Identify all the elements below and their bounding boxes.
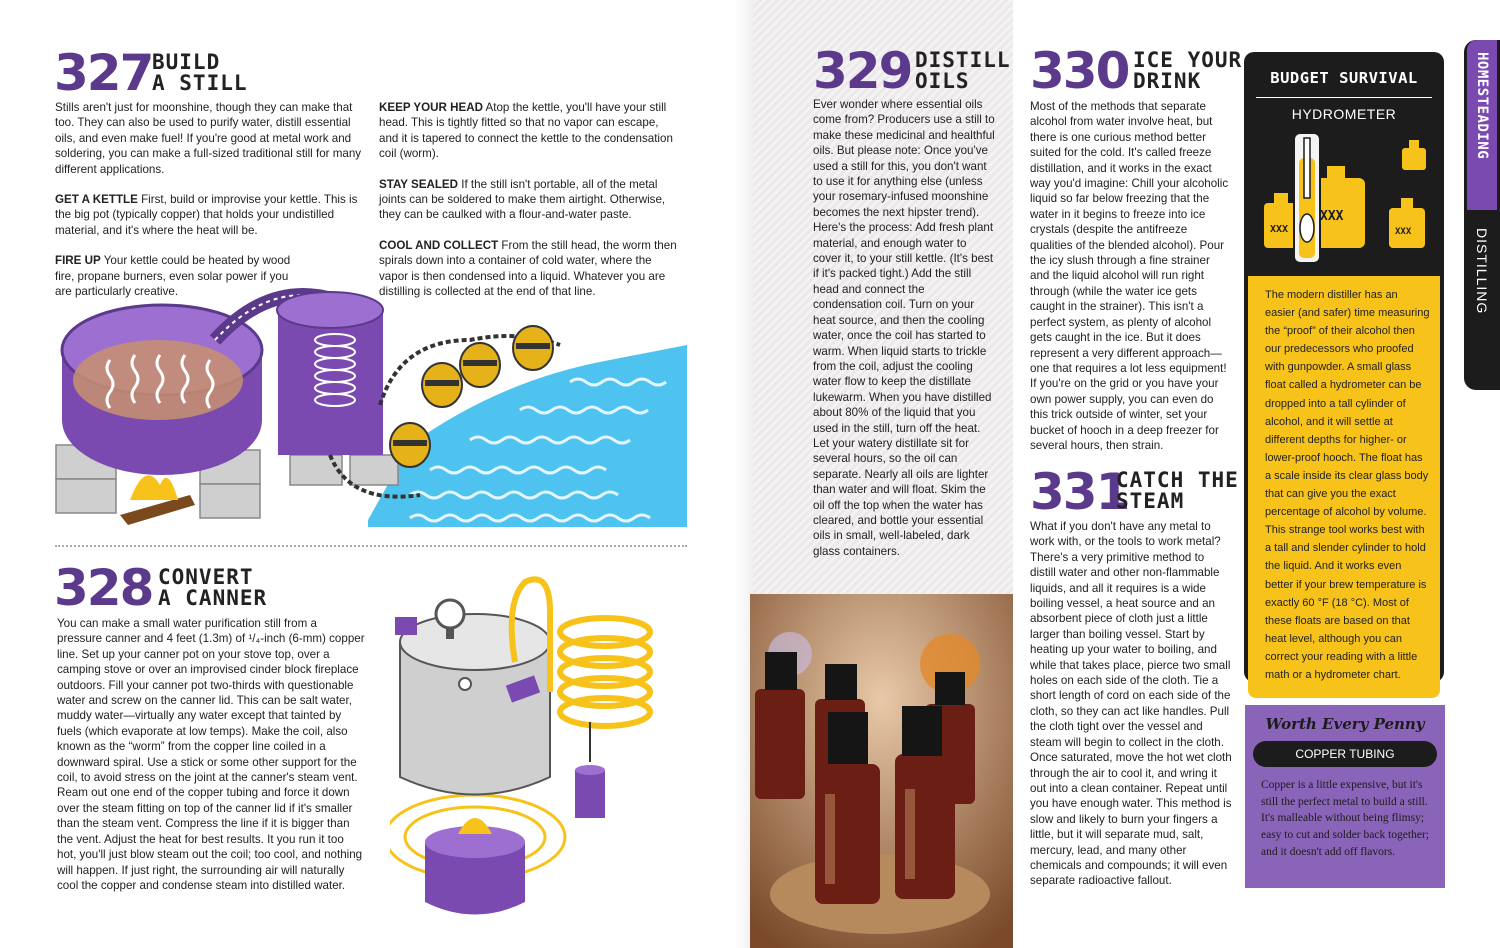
section-title-330 xyxy=(1133,50,1242,92)
fire-text: Your kettle could be heated by wood fire, propane burners, even solar power if you are particularly creative. xyxy=(55,254,291,299)
section-title-328 xyxy=(158,567,267,609)
head-lead: KEEP YOUR HEAD xyxy=(379,101,483,114)
budget-title-rule xyxy=(1256,97,1432,98)
budget-survival-title: BUDGET SURVIVAL xyxy=(1270,69,1418,87)
section-title-330-line1: ICE YOUR xyxy=(1133,48,1243,72)
section-title-329-line1: DISTILL xyxy=(915,48,1011,72)
section-title-327 xyxy=(152,52,248,94)
divider-327-328 xyxy=(55,545,687,547)
chapter-tab xyxy=(1464,40,1500,390)
hydrometer-illustration xyxy=(1244,128,1444,268)
section-title-330-line2: DRINK xyxy=(1133,69,1202,93)
section-number-327: 327 xyxy=(54,44,153,102)
budget-survival-body: The modern distiller has an easier (and safer) time measuring the “proof” of their alcohol then our predecessors who proofed with gunpowder. A small glass float called a hydrometer can be dropped into a tall cylinder of alcohol, and it will settle at different depths for higher- or lower-proof hooch. The float has a scale inside its clear glass body that can give you the exact percentage of alcohol by volume. This strange tool works best with a tall and slender cylinder to hold the liquid. And it works even better if your brew temperature is exactly 60 °F (18 °C). Most of these floats are based on that heat level, although you can correct your reading with a little math or a hydrometer chart. xyxy=(1265,289,1430,681)
section-329-body: Ever wonder where essential oils come from? Producers use a still to make these medicinal and healthful oils. But please note: Once you've used a still for this, you don't want to use it for anything else (unless your rosemary-infused moonshine becomes the next hipster trend). Here's the process: Add fresh plant material, and enough water to cover it, to your still kettle. (It's best if it's packed tight.) Add the still head and connect the condensation coil. Turn on your heat source, and then the cooling water, once the coil has started to warm. When liquid starts to trickle from the coil, adjust the cooling water flow to keep the distillate lukewarm. When you have distilled about 80% of the liquid that you used in the still, turn off the heat. Let your watery distillate sit for several hours, so the oil can separate. Nearly all oils are lighter than water and will float. Skim the oil off the top when the water has cleared, and bottle your essential oils in small, well-labeled, dark glass containers. xyxy=(813,98,995,558)
section-327-sealed xyxy=(379,177,681,223)
section-327-intro: Stills aren't just for moonshine, though they can make that too. They can also be used to purify water, distill essential oils, and even make fuel! If you're good at metal work and soldering, you can make a full-sized traditional still for many different applications. xyxy=(55,101,362,176)
jug-label: XXX xyxy=(1395,227,1412,237)
copper-tubing-label: COPPER TUBING xyxy=(1253,741,1437,767)
section-title-329 xyxy=(915,50,1011,92)
worth-every-penny-title: Worth Every Penny xyxy=(1265,715,1425,733)
kettle-lead: GET A KETTLE xyxy=(55,193,138,207)
section-title-327-line1: BUILD xyxy=(152,50,221,74)
cool-lead: COOL AND COLLECT xyxy=(379,238,499,252)
cool-text: From the still head, the worm then spirals down into a container of cold water, where the vapor is then condensed into a liquid. Whatever you are distilling is collected at the end of that line. xyxy=(379,238,677,299)
section-327-kettle xyxy=(55,192,362,238)
budget-survival-subtitle: HYDROMETER xyxy=(1291,106,1397,122)
essential-oils-photo xyxy=(750,594,1013,948)
still-illustration xyxy=(50,270,690,532)
section-title-329-line2: OILS xyxy=(915,69,970,93)
tab-distilling-label: DISTILLING xyxy=(1474,228,1490,315)
budget-survival-box xyxy=(1244,52,1444,682)
section-number-329: 329 xyxy=(813,42,912,100)
fire-lead: FIRE UP xyxy=(55,254,101,268)
worth-every-penny-body: Copper is a little expensive, but it's still the perfect metal to build a still. It's malleable without being flimsy; easy to cut and solder back together; and it doesn't add off flavors. xyxy=(1261,779,1429,858)
section-title-331-line2: STEAM xyxy=(1116,489,1185,513)
section-number-330: 330 xyxy=(1030,42,1129,100)
worth-every-penny-box xyxy=(1245,705,1445,888)
section-title-328-line2: A CANNER xyxy=(158,586,268,610)
section-330-body: Most of the methods that separate alcohol from water involve heat, but there is one curious method better suited for the cold. It's called freeze distillation, and it works in the exact way you'd imagine: Chill your alcoholic liquid so far below freezing that the water in it begins to freeze into ice crystals (despite the antifreeze qualities of the blended alcohol). Pour the icy slush through a fine strainer and the liquid alcohol will run right through (while the water ice gets caught in the strainer). This isn't a perfect system, as plenty of alcohol gets caught in the ice. But it does represent a very different approach—one that requires a lot less equipment! If you're on the grid or you have your own power supply, you can even do this trick outside of winter, set your bucket of hooch in a deep freezer for several hours, then strain. xyxy=(1030,100,1229,452)
section-328-body: You can make a small water purification still from a pressure canner and 4 feet (1.3m) of ¹/₄-inch (6-mm) copper line. Set up your canner pot on your stove top, over a camping stove or over an improvised cinder block fireplace outdoors. Fill your canner pot two-thirds with questionable water and screw on the canner lid. This can be salt water, muddy water—virtually any water except that tainted by fuels (which evaporate at low temps). Make the coil, also known as the “worm” from the copper line coiled in a downward spiral. Use a stick or some other support for the coil, to avoid stress on the joint at the canner's steam vent. Ream out one end of the copper tubing and force it down over the steam fitting on top of the canner lid if it's smaller than the steam vent. Compress the line if it is bigger than the vent. Adjust the heat for best results. It you run it too hot, you'll just blow steam out the coil; too cool, and nothing will happen. If just right, the surrounding air will naturally cool the copper and condense steam into distilled water. xyxy=(57,617,365,892)
sealed-lead: STAY SEALED xyxy=(379,177,459,191)
section-title-331-line1: CATCH THE xyxy=(1116,468,1239,492)
section-number-328: 328 xyxy=(54,559,153,617)
jug-label: XXX xyxy=(1320,209,1344,224)
section-327-head xyxy=(379,100,681,162)
head-text: Atop the kettle, you'll have your still head. This is tightly fitted so that no vapor can escape, and it is tapered to connect the kettle to the condensation coil (worm). xyxy=(379,101,673,161)
kettle-text: First, build or improvise your kettle. This is the big pot (typically copper) that holds your undistilled material, and it's where the heat will be. xyxy=(55,193,358,237)
section-title-327-line2: A STILL xyxy=(152,71,248,95)
jug-label: XXX xyxy=(1270,224,1289,235)
section-title-331 xyxy=(1116,470,1239,512)
section-title-328-line1: CONVERT xyxy=(158,565,254,589)
section-331-body: What if you don't have any metal to work with, or the tools to work metal? There's a very primitive method to distill water and other non-flammable liquids, and all it requires is a wide boiling vessel, a heat source and an absorbent piece of cloth just a little larger than boiling vessel. Start by heating up your water to boiling, and while that takes place, pierce two small holes on each side of the cloth. Tie a short length of cord on each side of the cloth, so they can act like handles. Pull the cloth tight over the vessel and steam will begin to collect in the cloth. Once saturated, move the hot wet cloth through the air to cool it, and wring it out into a clean container. Repeat until you have enough water. This method is slow and likely to burn your fingers a little, but it will separate mud, salt, mercury, lead, and many other chemicals and compounds; it will even separate radioactive fallout. xyxy=(1030,520,1232,888)
tab-homesteading-label: HOMESTEADING xyxy=(1474,52,1490,160)
budget-survival-body-panel xyxy=(1248,276,1440,698)
section-number-331: 331 xyxy=(1030,463,1129,521)
canner-illustration xyxy=(390,572,680,932)
sealed-text: If the still isn't portable, all of the metal joints can be soldered to make them airtight. Otherwise, they can be caulked with a flour-and-water paste. xyxy=(379,177,666,222)
